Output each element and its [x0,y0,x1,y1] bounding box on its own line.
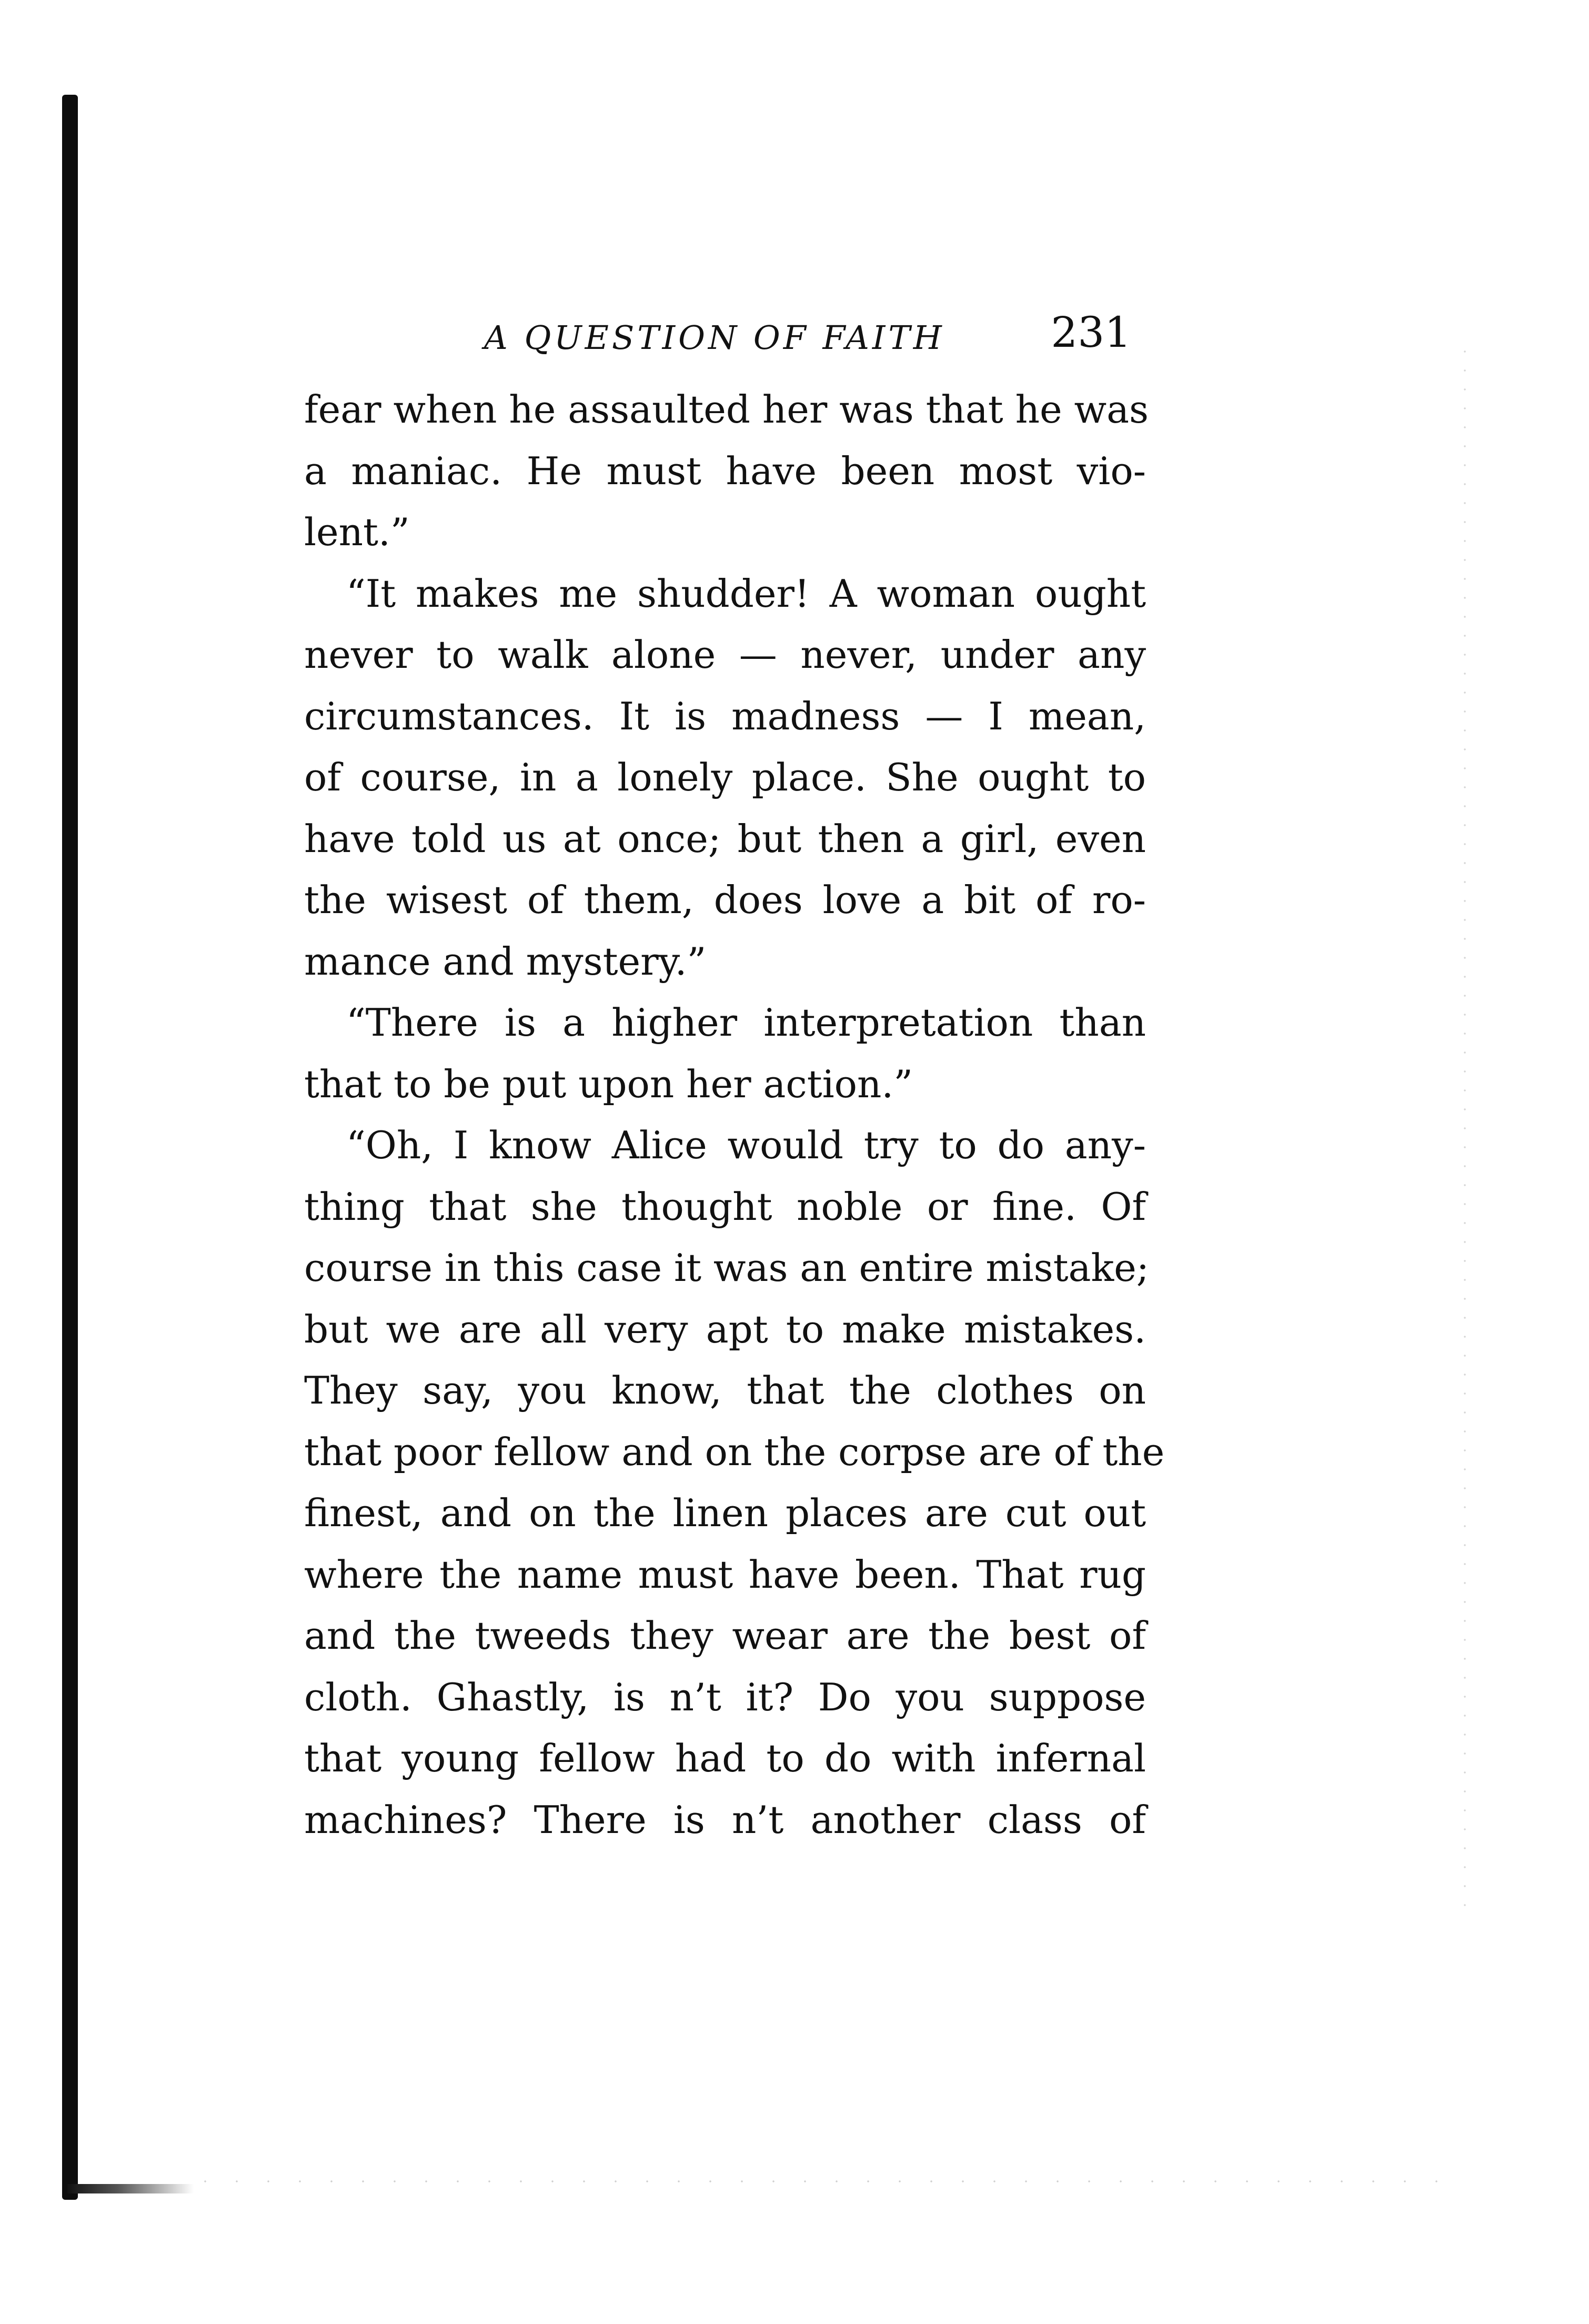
text-line: the wisest of them, does love a bit of ro- [304,878,1146,922]
text-line: that to be put upon her action.” [304,1061,913,1106]
running-title: A QUESTION OF FAITH [484,318,945,357]
text-line: have told us at once; but then a girl, even [304,816,1146,861]
text-line: “There is a higher interpretation than [346,1000,1146,1045]
text-line: finest, and on the linen places are cut out [304,1491,1146,1535]
scan-speckles-bottom [189,2179,1452,2184]
binding-edge [62,95,78,2200]
text-line: that young fellow had to do with infernal [304,1736,1146,1780]
text-line: mance and mystery.” [304,939,707,984]
text-line: “Oh, I know Alice would try to do any- [346,1123,1146,1167]
text-line: “It makes me shudder! A woman ought [346,571,1146,616]
binding-foot-smudge [67,2184,194,2193]
text-line: where the name must have been. That rug [304,1552,1146,1597]
text-line: cloth. Ghastly, is n’t it? Do you suppose [304,1675,1146,1719]
page-number: 231 [1051,308,1131,357]
text-line: never to walk alone — never, under any [304,633,1146,677]
running-head [305,308,1137,366]
scan-speckles-right [1463,342,1467,1921]
text-line: that poor fellow and on the corpse are of the [304,1429,1165,1474]
text-line: a maniac. He must have been most vio- [304,448,1146,493]
text-line: circumstances. It is madness — I mean, [304,694,1146,738]
text-line: fear when he assaulted her was that he was [304,387,1149,432]
text-line: They say, you know, that the clothes on [304,1368,1146,1413]
body-text [304,379,1165,1850]
text-line: of course, in a lonely place. She ought to [304,755,1146,799]
text-line: and the tweeds they wear are the best of [304,1614,1146,1658]
text-line: course in this case it was an entire mistake; [304,1246,1149,1290]
text-line: but we are all very apt to make mistakes. [304,1307,1146,1351]
text-line: lent.” [304,510,410,554]
text-line: thing that she thought noble or fine. Of [304,1184,1146,1229]
text-line: machines? There is n’t another class of [304,1797,1146,1842]
